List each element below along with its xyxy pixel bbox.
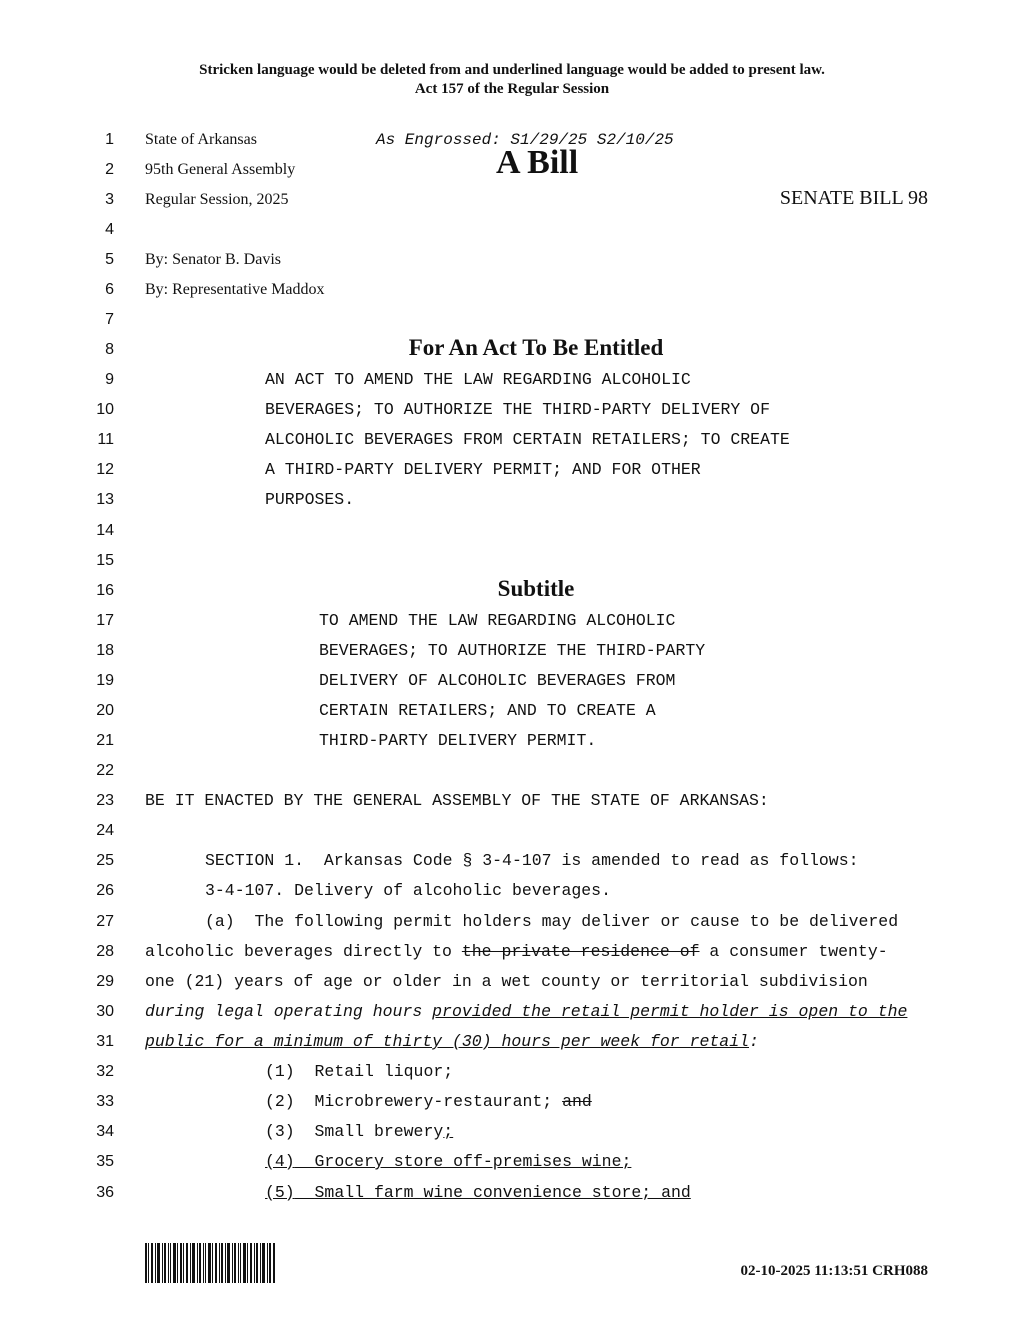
- line-number: 20: [96, 702, 114, 719]
- added-text: public for a minimum of thirty (30) hours per week for retail: [145, 1032, 749, 1051]
- line-number: 18: [96, 642, 114, 659]
- entitled-line: A THIRD-PARTY DELIVERY PERMIT; AND FOR OTHER: [265, 460, 701, 479]
- line-number: 13: [96, 491, 114, 508]
- line-number: 16: [96, 582, 114, 599]
- line-number: 32: [96, 1063, 114, 1080]
- line-number: 21: [96, 732, 114, 749]
- entitled-line: BEVERAGES; TO AUTHORIZE THE THIRD-PARTY DELIVERY OF: [265, 400, 770, 419]
- added-text: provided the retail permit holder is open to the: [432, 1002, 908, 1021]
- subtitle-line: BEVERAGES; TO AUTHORIZE THE THIRD-PARTY: [319, 641, 706, 660]
- entitled-line: AN ACT TO AMEND THE LAW REGARDING ALCOHOLIC: [265, 370, 691, 389]
- line-number: 33: [96, 1093, 114, 1110]
- colon: :: [749, 1032, 759, 1051]
- line-number: 24: [96, 822, 114, 839]
- list-item: [265, 1152, 631, 1172]
- subtitle-line: DELIVERY OF ALCOHOLIC BEVERAGES FROM: [319, 671, 676, 690]
- enacting-clause: BE IT ENACTED BY THE GENERAL ASSEMBLY OF THE STATE OF ARKANSAS:: [145, 791, 769, 810]
- item-text: Retail liquor;: [314, 1062, 454, 1081]
- plain-text: alcoholic beverages directly to: [145, 942, 462, 961]
- line-number: 29: [96, 973, 114, 990]
- line-number: 23: [96, 792, 114, 809]
- plain-text: a consumer twenty-: [699, 942, 888, 961]
- line-number: 28: [96, 943, 114, 960]
- item-number: (1): [265, 1062, 295, 1081]
- sponsor-senator: By: Senator B. Davis: [145, 251, 281, 268]
- item-text: Grocery store off-premises wine;: [314, 1152, 632, 1171]
- bill-title: A Bill: [496, 144, 579, 181]
- line-number: 30: [96, 1003, 114, 1020]
- engrossed-dates: As Engrossed: S1/29/25 S2/10/25: [376, 131, 674, 149]
- stricken-text: the private residence of: [461, 942, 700, 961]
- subsection-a-line: [145, 942, 888, 962]
- line-number: 2: [105, 161, 114, 178]
- section-1: SECTION 1. Arkansas Code § 3-4-107 is amended to read as follows:: [205, 851, 859, 870]
- subsection-a-line: [145, 1002, 907, 1022]
- subtitle-heading: Subtitle: [497, 576, 575, 601]
- item-text: Small brewery: [314, 1122, 444, 1141]
- session: Regular Session, 2025: [145, 191, 289, 208]
- line-number: 25: [96, 852, 114, 869]
- line-number: 22: [96, 762, 114, 779]
- line-number: 27: [96, 913, 114, 930]
- strike-underline-notice: Stricken language would be deleted from and underlined language would be added to present law.: [199, 62, 825, 78]
- barcode-icon: [145, 1243, 275, 1283]
- line-number: 5: [105, 251, 114, 268]
- item-text: Microbrewery-restaurant;: [314, 1092, 563, 1111]
- italic-text: during legal operating hours: [145, 1002, 423, 1021]
- act-number: Act 157 of the Regular Session: [414, 81, 610, 97]
- document-code: 02-10-2025 11:13:51 CRH088: [740, 1263, 928, 1279]
- line-number: 11: [97, 431, 114, 448]
- line-number: 7: [105, 311, 114, 328]
- general-assembly: 95th General Assembly: [145, 161, 296, 178]
- line-number: 3: [105, 191, 114, 208]
- line-number: 26: [96, 882, 114, 899]
- list-item: [265, 1092, 592, 1112]
- entitled-line: ALCOHOLIC BEVERAGES FROM CERTAIN RETAILERS; TO CREATE: [265, 430, 790, 449]
- line-number: 34: [96, 1123, 114, 1140]
- entitled-line: PURPOSES.: [265, 490, 355, 509]
- line-number: 19: [96, 672, 114, 689]
- subtitle-line: CERTAIN RETAILERS; AND TO CREATE A: [319, 701, 656, 720]
- line-number: 4: [105, 221, 114, 238]
- entitled-heading: For An Act To Be Entitled: [408, 335, 664, 360]
- line-number: 9: [105, 371, 114, 388]
- subtitle-line: TO AMEND THE LAW REGARDING ALCOHOLIC: [319, 611, 676, 630]
- line-number: 8: [105, 341, 114, 358]
- subsection-a-line: [145, 1032, 759, 1052]
- list-item: [265, 1183, 691, 1203]
- code-heading: 3-4-107. Delivery of alcoholic beverages.: [205, 881, 611, 900]
- stricken-text: and: [562, 1092, 592, 1111]
- line-number: 12: [96, 461, 114, 478]
- subtitle-line: THIRD-PARTY DELIVERY PERMIT.: [319, 731, 597, 750]
- line-number: 35: [96, 1153, 114, 1170]
- line-number: 6: [105, 281, 114, 298]
- bill-number: SENATE BILL 98: [779, 187, 928, 209]
- state-name: State of Arkansas: [145, 131, 257, 148]
- item-number: (5): [265, 1183, 295, 1202]
- line-number: 14: [96, 522, 114, 539]
- item-number: (4): [265, 1152, 295, 1171]
- line-number: 31: [96, 1033, 114, 1050]
- added-text: ;: [443, 1122, 454, 1141]
- line-number: 10: [96, 401, 114, 418]
- line-number: 1: [105, 131, 114, 148]
- line-number: 36: [96, 1184, 114, 1201]
- subsection-a-line: (a) The following permit holders may deliver or cause to be delivered: [205, 912, 899, 931]
- list-item: [265, 1122, 453, 1142]
- line-number: 17: [96, 612, 114, 629]
- sponsor-representative: By: Representative Maddox: [145, 281, 325, 298]
- item-text: Small farm wine convenience store; and: [314, 1183, 691, 1202]
- item-number: (2): [265, 1092, 295, 1111]
- item-number: (3): [265, 1122, 295, 1141]
- subsection-a-line: one (21) years of age or older in a wet county or territorial subdivision: [145, 972, 868, 991]
- line-number: 15: [96, 552, 114, 569]
- list-item: [265, 1062, 453, 1082]
